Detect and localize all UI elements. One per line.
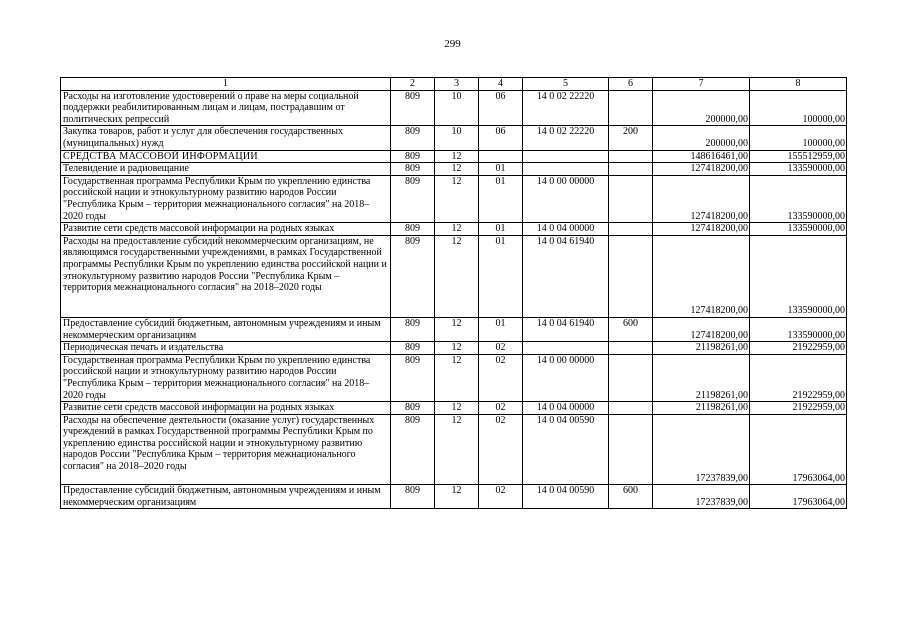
cell-amount-year1: 127418200,00 [653,235,750,317]
table-row [61,354,847,401]
table-row [61,223,847,236]
column-header: 8 [750,78,847,91]
cell-amount-year2: 133590000,00 [750,175,847,222]
cell-section-code: 12 [435,223,479,236]
cell-amount-year2: 21922959,00 [750,342,847,355]
row-name: Закупка товаров, работ и услуг для обеспечения государственных (муниципальных) нужд [61,126,391,150]
cell-amount-year1: 127418200,00 [653,163,750,176]
cell-subsection-code: 01 [479,163,523,176]
table-row [61,126,847,150]
cell-amount-year1: 127418200,00 [653,223,750,236]
cell-ministry-code: 809 [391,126,435,150]
page-number: 299 [444,38,461,50]
table-row [61,402,847,415]
cell-ministry-code: 809 [391,342,435,355]
cell-amount-year2: 100000,00 [750,90,847,126]
cell-subsection-code [479,150,523,163]
cell-amount-year2: 21922959,00 [750,354,847,401]
row-name: СРЕДСТВА МАССОВОЙ ИНФОРМАЦИИ [61,150,391,163]
row-name: Телевидение и радиовещание [61,163,391,176]
cell-target-code [523,163,609,176]
cell-subsection-code: 02 [479,402,523,415]
cell-amount-year2: 133590000,00 [750,163,847,176]
cell-amount-year1: 200000,00 [653,126,750,150]
cell-section-code: 12 [435,402,479,415]
cell-expense-type [609,150,653,163]
cell-expense-type [609,223,653,236]
cell-section-code: 12 [435,175,479,222]
row-name: Предоставление субсидий бюджетным, автономным учреждениям и иным некоммерческим организациям [61,485,391,509]
cell-target-code: 14 0 04 00590 [523,414,609,485]
column-header: 5 [523,78,609,91]
column-header: 2 [391,78,435,91]
row-name: Предоставление субсидий бюджетным, автономным учреждениям и иным некоммерческим организациям [61,317,391,341]
cell-expense-type: 200 [609,126,653,150]
column-header: 6 [609,78,653,91]
cell-target-code: 14 0 04 00590 [523,485,609,509]
cell-target-code: 14 0 04 00000 [523,402,609,415]
cell-expense-type [609,402,653,415]
cell-ministry-code: 809 [391,354,435,401]
cell-ministry-code: 809 [391,90,435,126]
cell-ministry-code: 809 [391,175,435,222]
cell-target-code: 14 0 00 00000 [523,175,609,222]
cell-ministry-code: 809 [391,402,435,415]
cell-section-code: 12 [435,414,479,485]
table-row [61,342,847,355]
cell-target-code [523,150,609,163]
budget-table [60,77,847,509]
cell-expense-type [609,354,653,401]
cell-target-code: 14 0 04 61940 [523,235,609,317]
row-name: Периодическая печать и издательства [61,342,391,355]
cell-target-code: 14 0 04 61940 [523,317,609,341]
cell-amount-year2: 17963064,00 [750,485,847,509]
cell-expense-type: 600 [609,485,653,509]
cell-subsection-code: 06 [479,90,523,126]
cell-expense-type [609,342,653,355]
cell-amount-year1: 127418200,00 [653,175,750,222]
cell-target-code: 14 0 02 22220 [523,126,609,150]
cell-amount-year2: 133590000,00 [750,223,847,236]
cell-section-code: 10 [435,90,479,126]
column-header: 7 [653,78,750,91]
cell-amount-year2: 100000,00 [750,126,847,150]
cell-amount-year1: 17237839,00 [653,414,750,485]
row-name: Развитие сети средств массовой информации на родных языках [61,402,391,415]
cell-expense-type [609,175,653,222]
cell-ministry-code: 809 [391,235,435,317]
cell-section-code: 12 [435,354,479,401]
row-name: Развитие сети средств массовой информации на родных языках [61,223,391,236]
column-header: 3 [435,78,479,91]
cell-subsection-code: 01 [479,317,523,341]
row-name: Расходы на изготовление удостоверений о праве на меры социальной поддержки реабилитированным лицам и лицам, пострадавшим от политических репрессий [61,90,391,126]
table-row [61,414,847,485]
cell-ministry-code: 809 [391,163,435,176]
cell-ministry-code: 809 [391,317,435,341]
cell-amount-year1: 17237839,00 [653,485,750,509]
cell-amount-year2: 133590000,00 [750,317,847,341]
cell-amount-year1: 148616461,00 [653,150,750,163]
column-header: 1 [61,78,391,91]
cell-subsection-code: 02 [479,414,523,485]
cell-expense-type [609,90,653,126]
cell-expense-type [609,163,653,176]
cell-section-code: 12 [435,235,479,317]
cell-expense-type: 600 [609,317,653,341]
cell-subsection-code: 01 [479,223,523,236]
cell-amount-year2: 155512959,00 [750,150,847,163]
cell-section-code: 12 [435,485,479,509]
table-header-row [61,78,847,91]
cell-subsection-code: 02 [479,354,523,401]
table-row [61,175,847,222]
cell-amount-year2: 21922959,00 [750,402,847,415]
cell-ministry-code: 809 [391,485,435,509]
row-name: Государственная программа Республики Крым по укреплению единства российской нации и этнокультурному развитию народов России "Республика Крым – территория межнационального согласия" на 2018–2020 годы [61,175,391,222]
row-name: Государственная программа Республики Крым по укреплению единства российской нации и этнокультурному развитию народов России "Республика Крым – территория межнационального согласия" на 2018–2020 годы [61,354,391,401]
cell-subsection-code: 02 [479,485,523,509]
cell-section-code: 12 [435,150,479,163]
cell-ministry-code: 809 [391,414,435,485]
cell-section-code: 12 [435,342,479,355]
table-row [61,317,847,341]
cell-ministry-code: 809 [391,150,435,163]
cell-expense-type [609,235,653,317]
cell-target-code: 14 0 00 00000 [523,354,609,401]
cell-subsection-code: 01 [479,175,523,222]
cell-amount-year1: 21198261,00 [653,402,750,415]
cell-amount-year1: 21198261,00 [653,354,750,401]
cell-subsection-code: 06 [479,126,523,150]
cell-amount-year2: 133590000,00 [750,235,847,317]
cell-section-code: 12 [435,317,479,341]
cell-section-code: 10 [435,126,479,150]
table-row [61,163,847,176]
cell-amount-year1: 21198261,00 [653,342,750,355]
row-name: Расходы на предоставление субсидий некоммерческим организациям, не являющимся государственными учреждениями, в рамках Государственной программы Республики Крым по укреплению единства российской нации и этнокультурному развитию народов России "Республика Крым – территория межнационального согласия" на 2018–2020 годы [61,235,391,317]
table-row [61,90,847,126]
table-row [61,235,847,317]
cell-amount-year2: 17963064,00 [750,414,847,485]
cell-expense-type [609,414,653,485]
cell-amount-year1: 127418200,00 [653,317,750,341]
table-row [61,485,847,509]
cell-target-code: 14 0 04 00000 [523,223,609,236]
cell-ministry-code: 809 [391,223,435,236]
cell-subsection-code: 01 [479,235,523,317]
cell-target-code [523,342,609,355]
cell-subsection-code: 02 [479,342,523,355]
cell-amount-year1: 200000,00 [653,90,750,126]
column-header: 4 [479,78,523,91]
row-name: Расходы на обеспечение деятельности (оказание услуг) государственных учреждений в рамках Государственной программы Республики Крым по укреплению единства российской нации и этнокультурному развитию народов России "Республика Крым – территория межнационального согласия" на 2018–2020 годы [61,414,391,485]
cell-target-code: 14 0 02 22220 [523,90,609,126]
table-row [61,150,847,163]
cell-section-code: 12 [435,163,479,176]
